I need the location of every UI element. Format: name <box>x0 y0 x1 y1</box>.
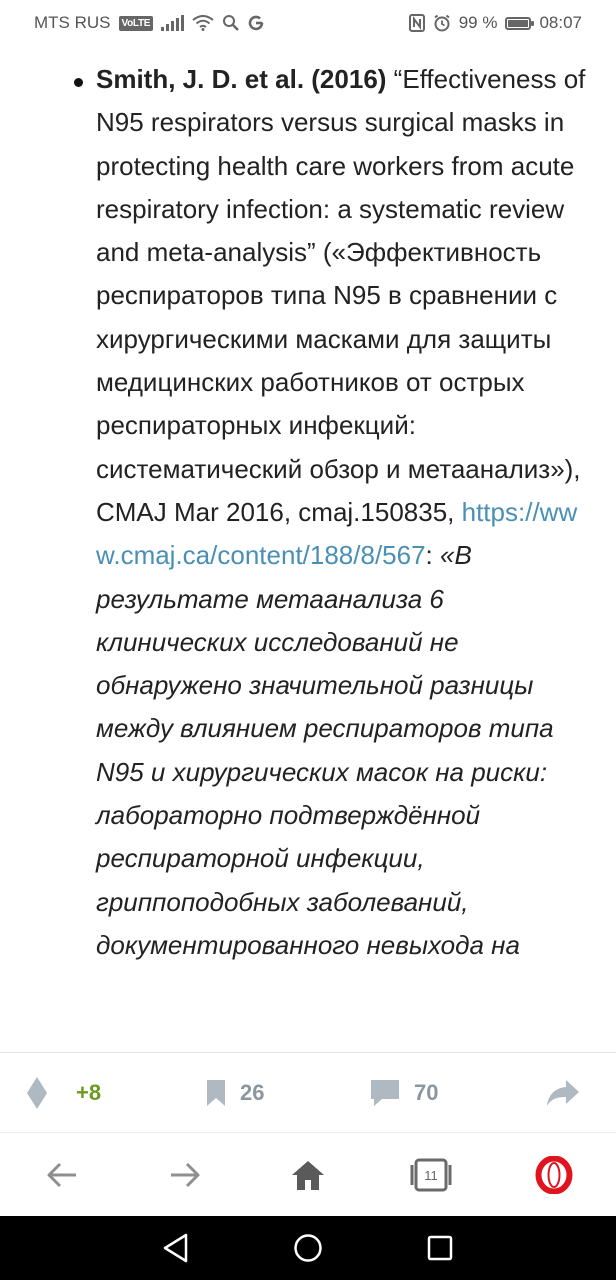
votes-button[interactable] <box>26 1053 101 1133</box>
system-back-button[interactable] <box>158 1230 194 1266</box>
reference-quote: «В результате метаанализа 6 клинических исследований не обнаружено значительной разницы между влиянием респираторов типа N95 и хирургических масок на риски: лабораторно подтверждённой респираторной инфекции, гриппоподобных заболеваний, документированного невыхода на <box>96 540 554 960</box>
battery-fill <box>508 20 528 27</box>
browser-nav-bar <box>0 1132 616 1216</box>
system-home-button[interactable] <box>290 1230 326 1266</box>
square-recents-icon <box>426 1234 454 1262</box>
status-right <box>409 13 582 33</box>
home-icon <box>290 1159 326 1191</box>
votes-count: +8 <box>76 1080 102 1105</box>
reference-separator: : <box>425 540 440 571</box>
battery-icon <box>505 17 531 30</box>
triangle-back-icon <box>162 1233 190 1263</box>
nfc-icon <box>409 14 425 32</box>
reference-title-en: “Effectiveness of N95 respirators versus surgical masks in protecting health care workers from acute respiratory infection: a systematic review and meta-analysis” <box>96 64 586 268</box>
google-icon <box>248 15 264 31</box>
battery-percent: 99 % <box>458 13 498 32</box>
arrow-right-icon <box>169 1161 201 1189</box>
reference-list-item <box>96 58 596 967</box>
opera-menu-button[interactable] <box>532 1153 576 1197</box>
arrow-left-icon <box>46 1161 78 1189</box>
wifi-icon <box>192 15 214 31</box>
comments-count: 70 <box>414 1080 439 1105</box>
system-recents-button[interactable] <box>422 1230 458 1266</box>
carrier-name: MTS RUS <box>34 13 111 32</box>
system-nav-bar <box>0 1216 616 1280</box>
tabs-button[interactable] <box>409 1153 453 1197</box>
comments-button[interactable] <box>370 1053 438 1133</box>
tabs-count: 11 <box>424 1167 438 1183</box>
clock: 08:07 <box>539 13 582 32</box>
comment-icon <box>370 1079 400 1107</box>
bookmark-icon <box>206 1079 226 1107</box>
reference-authors: Smith, J. D. et al. (2016) <box>96 64 387 94</box>
back-button[interactable] <box>40 1153 84 1197</box>
bookmarks-count: 26 <box>240 1080 265 1105</box>
article-action-bar <box>0 1052 616 1132</box>
home-button[interactable] <box>286 1153 330 1197</box>
bookmark-button[interactable] <box>206 1053 264 1133</box>
votes-icon <box>26 1076 48 1110</box>
volte-badge: VoLTE <box>119 16 154 31</box>
opera-logo-icon <box>535 1156 573 1194</box>
article-content <box>0 46 616 1052</box>
signal-icon <box>161 15 184 31</box>
reference-link[interactable]: https://www.cmaj.ca/content/188/8/567 <box>96 496 578 571</box>
search-icon <box>222 14 240 32</box>
status-bar <box>0 0 616 46</box>
circle-home-icon <box>293 1233 323 1263</box>
alarm-icon <box>433 14 451 32</box>
status-left <box>34 13 264 33</box>
reference-title-ru: («Эффективность респираторов типа N95 в сравнении с хирургическими масками для защиты медицинских работников от острых респираторных инфекций: систематический обзор и метаанализ»), CMAJ Mar 2016, cmaj.150835, <box>96 237 581 527</box>
list-bullet <box>74 78 83 87</box>
share-button[interactable] <box>546 1053 580 1133</box>
share-icon <box>546 1079 580 1107</box>
forward-button[interactable] <box>163 1153 207 1197</box>
